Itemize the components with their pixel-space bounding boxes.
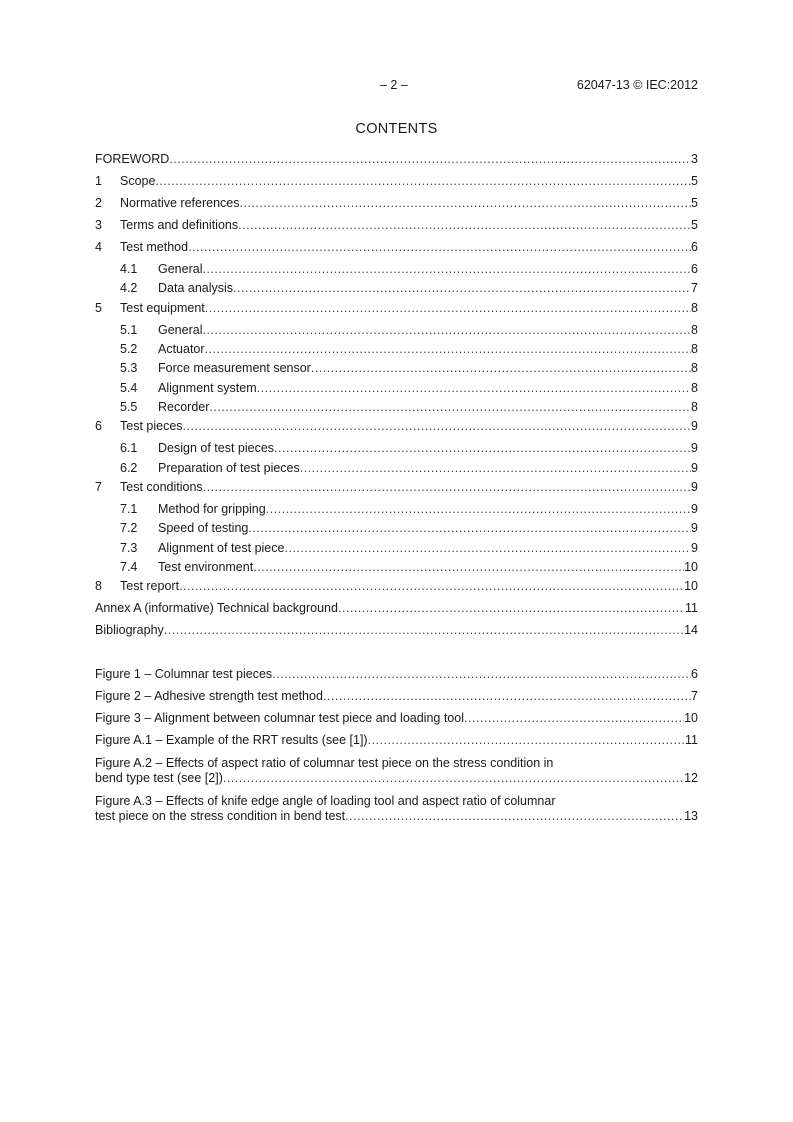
toc-entry-number: 7.1 [120, 502, 138, 516]
toc-entry-number: 7.2 [120, 521, 138, 535]
toc-entry[interactable] [95, 361, 698, 376]
toc-entry-page: 8 [691, 381, 698, 395]
toc-entry[interactable] [95, 579, 698, 594]
toc-entry[interactable] [95, 502, 698, 517]
toc-leader-dots [284, 541, 691, 556]
toc-entry[interactable] [95, 342, 698, 357]
figure-entry-page: 13 [684, 809, 698, 823]
toc-leader-dots [233, 281, 691, 296]
toc-entry-title: FOREWORD [95, 152, 170, 166]
toc-leader-dots [205, 342, 691, 357]
toc-leader-dots [253, 560, 684, 575]
toc-entry-title: Test conditions [120, 480, 203, 494]
toc-entry-number: 2 [95, 196, 102, 210]
toc-entry-page: 8 [691, 323, 698, 337]
toc-entry-number: 7.4 [120, 560, 138, 574]
toc-leader-dots [183, 419, 692, 434]
toc-entry[interactable] [95, 323, 698, 338]
toc-leader-dots [240, 196, 692, 211]
toc-entry-page: 3 [691, 152, 698, 166]
toc-entry-page: 9 [691, 541, 698, 555]
toc-entry-page: 9 [691, 441, 698, 455]
toc-entry[interactable] [95, 218, 698, 233]
figure-entry[interactable] [95, 794, 698, 824]
toc-leader-dots [323, 689, 691, 704]
toc-entry-page: 8 [691, 361, 698, 375]
toc-entry-title: Scope [120, 174, 156, 188]
toc-leader-dots [257, 381, 691, 396]
page-number: – 2 – [380, 78, 408, 92]
figure-entry-title-line: Figure A.2 – Effects of aspect ratio of columnar test piece on the stress condition in [95, 756, 554, 770]
toc-entry-page: 9 [691, 480, 698, 494]
toc-entry[interactable] [95, 196, 698, 211]
toc-entry-title: Test method [120, 240, 189, 254]
toc-entry-page: 11 [685, 601, 698, 615]
toc-entry[interactable] [95, 301, 698, 316]
toc-leader-dots [179, 579, 684, 594]
document-reference: 62047-13 © IEC:2012 [576, 78, 698, 92]
toc-entry-title: Bibliography [95, 623, 164, 637]
figure-entry[interactable] [95, 667, 698, 682]
toc-entry-title: Design of test pieces [158, 441, 275, 455]
toc-entry[interactable] [95, 560, 698, 575]
toc-entry-number: 5.5 [120, 400, 138, 414]
toc-entry-title: Alignment of test piece [158, 541, 285, 555]
toc-entry-page: 10 [684, 579, 698, 593]
page-header [0, 78, 793, 94]
toc-entry[interactable] [95, 601, 698, 616]
figure-entry[interactable] [95, 711, 698, 726]
toc-entry-page: 9 [691, 419, 698, 433]
toc-entry-title: Annex A (informative) Technical background [95, 601, 338, 615]
toc-entry-page: 8 [691, 301, 698, 315]
toc-entry-title: Speed of testing [158, 521, 249, 535]
toc-entry[interactable] [95, 480, 698, 495]
figure-entry-page: 6 [691, 667, 698, 681]
toc-entry-page: 8 [691, 400, 698, 414]
figure-entry-page: 7 [691, 689, 698, 703]
toc-entry-title: Actuator [158, 342, 205, 356]
toc-leader-dots [300, 461, 691, 476]
toc-entry[interactable] [95, 281, 698, 296]
figure-entry-title: Figure 3 – Alignment between columnar test piece and loading tool [95, 711, 464, 725]
toc-entry-number: 4.1 [120, 262, 138, 276]
figure-entry[interactable] [95, 733, 698, 748]
toc-entry-page: 14 [684, 623, 698, 637]
toc-entry[interactable] [95, 174, 698, 189]
toc-entry-page: 6 [691, 262, 698, 276]
toc-leader-dots [202, 262, 691, 277]
toc-entry-number: 6.2 [120, 461, 138, 475]
figure-entry-line [95, 733, 698, 748]
toc-entry-number: 5.1 [120, 323, 138, 337]
toc-entry[interactable] [95, 461, 698, 476]
toc-leader-dots [202, 323, 691, 338]
toc-leader-dots [266, 502, 691, 517]
toc-entry-number: 3 [95, 218, 102, 232]
toc-entry[interactable] [95, 623, 698, 638]
toc-leader-dots [164, 623, 684, 638]
toc-entry-number: 6 [95, 419, 102, 433]
figure-entry-line [95, 711, 698, 726]
toc-leader-dots [155, 174, 691, 189]
toc-entry-title: Method for gripping [158, 502, 266, 516]
toc-entry-title: Recorder [158, 400, 210, 414]
toc-entry[interactable] [95, 541, 698, 556]
toc-entry[interactable] [95, 381, 698, 396]
toc-entry-page: 9 [691, 521, 698, 535]
toc-entry-page: 6 [691, 240, 698, 254]
toc-entry[interactable] [95, 152, 698, 167]
toc-entry-title: Test pieces [120, 419, 183, 433]
toc-leader-dots [248, 521, 691, 536]
toc-entry-title: Test report [120, 579, 180, 593]
toc-entry[interactable] [95, 419, 698, 434]
figure-entry-line [95, 667, 698, 682]
toc-leader-dots [188, 240, 691, 255]
toc-leader-dots [169, 152, 691, 167]
toc-leader-dots [311, 361, 691, 376]
figure-entry-page: 12 [684, 771, 698, 785]
toc-entry[interactable] [95, 521, 698, 536]
toc-entry-title: Test equipment [120, 301, 205, 315]
toc-leader-dots [345, 809, 684, 824]
toc-entry-title: General [158, 262, 203, 276]
toc-entry-number: 7 [95, 480, 102, 494]
toc-entry-title: Normative references [120, 196, 240, 210]
toc-entry-title: Data analysis [158, 281, 234, 295]
figure-entry-title: Figure 2 – Adhesive strength test method [95, 689, 323, 703]
toc-leader-dots [464, 711, 684, 726]
toc-leader-dots [238, 218, 691, 233]
toc-entry-number: 5.2 [120, 342, 138, 356]
figure-entry-title: Figure 1 – Columnar test pieces [95, 667, 273, 681]
toc-entry-title: Terms and definitions [120, 218, 239, 232]
toc-entry-page: 9 [691, 461, 698, 475]
toc-leader-dots [223, 771, 684, 786]
toc-entry-number: 4.2 [120, 281, 138, 295]
figure-entry[interactable] [95, 689, 698, 704]
toc-entry-title: Force measurement sensor [158, 361, 311, 375]
toc-leader-dots [203, 480, 691, 495]
figure-entry-line [95, 809, 698, 824]
toc-entry-title: Test environment [158, 560, 254, 574]
toc-entry-number: 1 [95, 174, 102, 188]
toc-entry-page: 5 [691, 174, 698, 188]
toc-entry-number: 4 [95, 240, 102, 254]
toc-leader-dots [338, 601, 685, 616]
toc-entry-number: 8 [95, 579, 102, 593]
toc-entry[interactable] [95, 262, 698, 277]
figure-entry-title-line: Figure A.3 – Effects of knife edge angle of loading tool and aspect ratio of columnar [95, 794, 556, 808]
toc-leader-dots [205, 301, 691, 316]
toc-entry-page: 7 [691, 281, 698, 295]
toc-entry-number: 5.3 [120, 361, 138, 375]
contents-title: CONTENTS [355, 121, 438, 137]
toc-entry-page: 9 [691, 502, 698, 516]
toc-entry-page: 8 [691, 342, 698, 356]
toc-leader-dots [209, 400, 691, 415]
figure-entry-title: test piece on the stress condition in bend test [95, 809, 346, 823]
figure-entry-line [95, 771, 698, 786]
toc-entry-title: General [158, 323, 203, 337]
toc-entry-number: 6.1 [120, 441, 138, 455]
toc-entry[interactable] [95, 441, 698, 456]
toc-leader-dots [274, 441, 691, 456]
figure-entry-page: 11 [685, 733, 698, 747]
toc-leader-dots [368, 733, 685, 748]
toc-entry-page: 5 [691, 196, 698, 210]
toc-entry[interactable] [95, 240, 698, 255]
toc-entry-page: 10 [684, 560, 698, 574]
figure-entry-title: Figure A.1 – Example of the RRT results (see [1]) [95, 733, 368, 747]
figure-entry-line [95, 689, 698, 704]
toc-entry-title: Alignment system [158, 381, 257, 395]
toc-entry-title: Preparation of test pieces [158, 461, 300, 475]
toc-entry-number: 7.3 [120, 541, 138, 555]
toc-entry-page: 5 [691, 218, 698, 232]
toc-leader-dots [272, 667, 691, 682]
figure-entry-page: 10 [684, 711, 698, 725]
toc-entry-number: 5.4 [120, 381, 138, 395]
toc-entry-number: 5 [95, 301, 102, 315]
toc-entry[interactable] [95, 400, 698, 415]
figure-entry-title: bend type test (see [2]) [95, 771, 223, 785]
figure-entry[interactable] [95, 756, 698, 786]
